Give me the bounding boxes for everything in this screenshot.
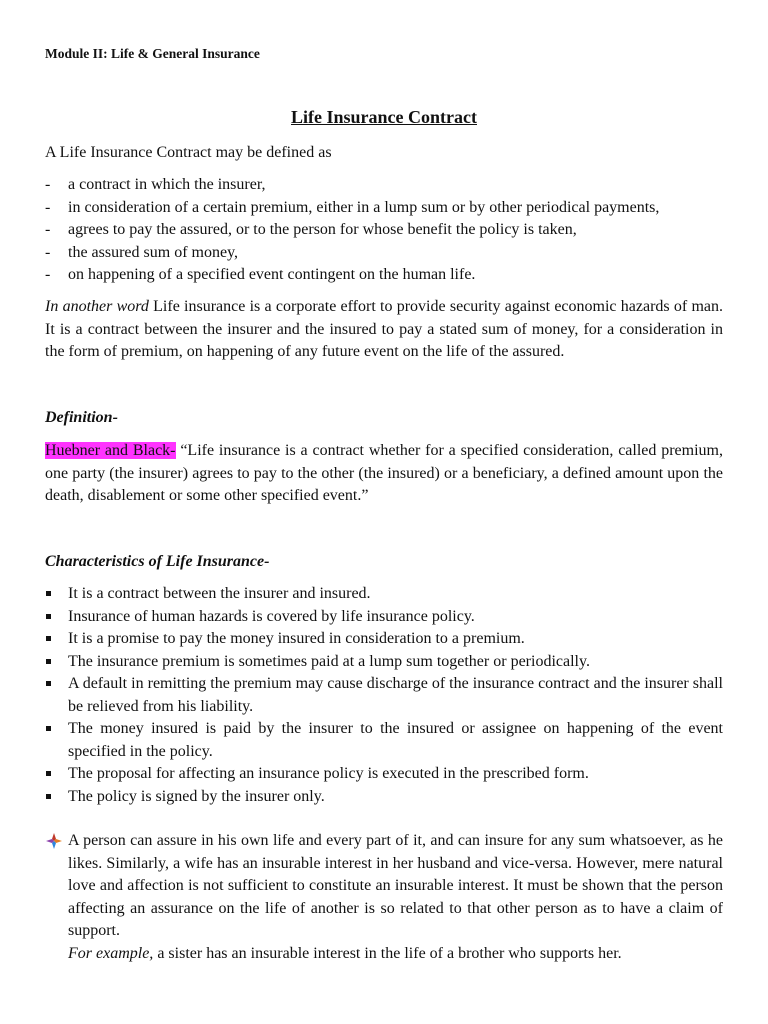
list-item: A default in remitting the premium may cause discharge of the insurance contract and the insurer shall be relieved from his liability.: [45, 673, 723, 718]
page-title: Life Insurance Contract: [291, 107, 477, 127]
square-bullet-icon: [46, 771, 51, 776]
list-item: It is a contract between the insurer and insured.: [45, 583, 723, 606]
insurable-interest-paragraph: [45, 830, 723, 965]
square-bullet-icon: [46, 794, 51, 799]
another-word-text: Life insurance is a corporate effort to provide security against economic hazards of man. It is a contract between the insurer and the insured to pay a stated sum of money, for a consideration in the form of premium, on happening of any future event on the life of the assured.: [45, 298, 723, 360]
list-item: The money insured is paid by the insurer to the insured or assignee on happening of the event specified in the policy.: [45, 718, 723, 763]
module-header: Module II: Life & General Insurance: [45, 46, 260, 61]
list-item: - agrees to pay the assured, or to the person for whose benefit the policy is taken,: [45, 219, 659, 242]
list-item: - the assured sum of money,: [45, 242, 659, 265]
list-item: Insurance of human hazards is covered by life insurance policy.: [45, 606, 723, 629]
example-lead: For example,: [68, 944, 154, 962]
example-line: [68, 943, 723, 966]
dash-marker: -: [45, 176, 51, 193]
intro-text: A Life Insurance Contract may be defined as: [45, 144, 332, 161]
another-word-lead: In another word: [45, 298, 149, 315]
square-bullet-icon: [46, 659, 51, 664]
list-item: - on happening of a specified event contingent on the human life.: [45, 264, 659, 287]
list-item: It is a promise to pay the money insured in consideration to a premium.: [45, 628, 723, 651]
definition-source-highlight: Huebner and Black-: [45, 442, 176, 459]
list-item: - in consideration of a certain premium, either in a lump sum or by other periodical payments,: [45, 197, 659, 220]
square-bullet-icon: [46, 681, 51, 686]
four-point-star-arrow-icon: [45, 832, 63, 850]
square-bullet-icon: [46, 614, 51, 619]
list-item: - a contract in which the insurer,: [45, 174, 659, 197]
square-bullet-icon: [46, 636, 51, 641]
square-bullet-icon: [46, 591, 51, 596]
square-bullet-icon: [46, 726, 51, 731]
insurable-interest-text: A person can assure in his own life and every part of it, and can insure for any sum whatsoever, as he likes. Similarly, a wife has an insurable interest in her husband and vice-versa. However, mere natural love and affection is not sufficient to constitute an insurable interest. It must be shown that the person affecting an assurance on the life of another is so related to that other person as to have a claim of support.: [68, 832, 723, 939]
characteristics-list: [45, 583, 723, 808]
example-text: a sister has an insurable interest in the life of a brother who supports her.: [153, 944, 622, 962]
definition-dash-list: [45, 174, 659, 287]
another-word-paragraph: [45, 296, 723, 364]
dash-marker: -: [45, 243, 51, 261]
definition-heading: Definition-: [45, 409, 118, 426]
list-item: The insurance premium is sometimes paid at a lump sum together or periodically.: [45, 651, 723, 674]
list-item: The proposal for affecting an insurance policy is executed in the prescribed form.: [45, 763, 723, 786]
dash-marker: -: [45, 198, 51, 216]
dash-marker: -: [45, 266, 51, 283]
characteristics-heading: Characteristics of Life Insurance-: [45, 553, 270, 570]
dash-marker: -: [45, 221, 51, 238]
definition-quote: “Life insurance is a contract whether for a specified consideration, called premium, one party (the insurer) agrees to pay to the other (the insured) or a beneficiary, a defined amount upon the death, disablement or some other specified event.”: [45, 442, 723, 504]
list-item: The policy is signed by the insurer only.: [45, 786, 723, 809]
definition-paragraph: [45, 440, 723, 508]
